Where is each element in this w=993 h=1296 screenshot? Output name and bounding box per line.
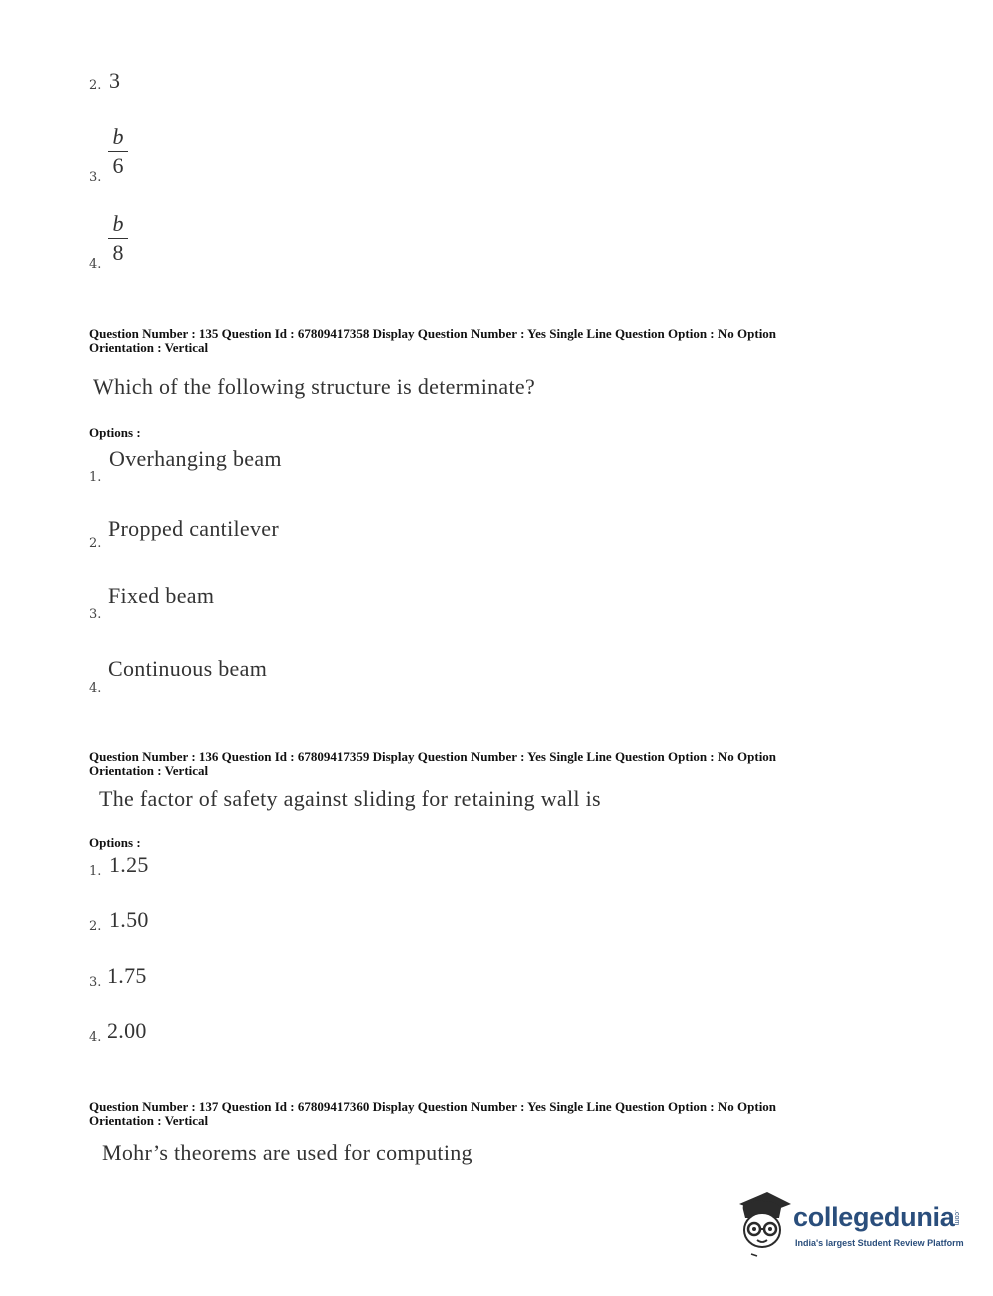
option-text: Continuous beam — [108, 656, 268, 681]
option-number: 3. — [89, 975, 102, 990]
option-number: 2. — [89, 78, 102, 93]
option-number: 4. — [89, 257, 102, 272]
option-number: 2. — [89, 919, 102, 934]
meta-line: Question Number : 136 Question Id : 67809417359 Display Question Number : Yes Single Line Question Option : No Option — [89, 749, 777, 764]
question-meta-136 — [89, 750, 889, 778]
fraction-bar — [108, 151, 128, 152]
meta-line: Orientation : Vertical — [89, 340, 209, 355]
fraction-denominator: 8 — [112, 240, 124, 265]
meta-line: Orientation : Vertical — [89, 763, 209, 778]
question-meta-135 — [89, 327, 889, 355]
option-text: 3 — [109, 68, 121, 93]
option-text: 1.25 — [109, 852, 149, 877]
options-label: Options : — [89, 835, 141, 850]
logo-wordmark: collegedunia — [793, 1202, 955, 1232]
logo-com: .com — [953, 1210, 960, 1226]
question-text-137: Mohr’s theorems are used for computing — [102, 1140, 473, 1165]
meta-line: Question Number : 135 Question Id : 67809417358 Display Question Number : Yes Single Line Question Option : No Option — [89, 326, 777, 341]
option-text: 1.50 — [109, 907, 149, 932]
option-text: 1.75 — [107, 963, 147, 988]
collegedunia-logo — [735, 1188, 965, 1260]
option-number: 2. — [89, 536, 102, 551]
student-mascot-icon — [735, 1188, 793, 1258]
meta-line: Question Number : 137 Question Id : 67809417360 Display Question Number : Yes Single Line Question Option : No Option — [89, 1099, 777, 1114]
option-text: Overhanging beam — [109, 446, 282, 471]
logo-tagline: India's largest Student Review Platform — [795, 1238, 964, 1248]
option-number: 3. — [89, 170, 102, 185]
question-text-136: The factor of safety against sliding for retaining wall is — [99, 786, 601, 811]
option-number: 1. — [89, 470, 102, 485]
fraction-numerator: b — [112, 124, 124, 149]
question-text-135: Which of the following structure is determinate? — [93, 374, 536, 399]
option-number: 4. — [89, 681, 102, 696]
option-text: 2.00 — [107, 1018, 147, 1043]
fraction-numerator: b — [112, 211, 124, 236]
fraction-denominator: 6 — [112, 153, 124, 178]
option-text: Propped cantilever — [108, 516, 279, 541]
option-number: 4. — [89, 1030, 102, 1045]
option-number: 1. — [89, 864, 102, 879]
question-meta-137 — [89, 1100, 889, 1128]
option-text: Fixed beam — [108, 583, 215, 608]
fraction-bar — [108, 238, 128, 239]
option-number: 3. — [89, 607, 102, 622]
fraction-b-over-6 — [108, 125, 128, 178]
meta-line: Orientation : Vertical — [89, 1113, 209, 1128]
options-label: Options : — [89, 425, 141, 440]
fraction-b-over-8 — [108, 212, 128, 265]
